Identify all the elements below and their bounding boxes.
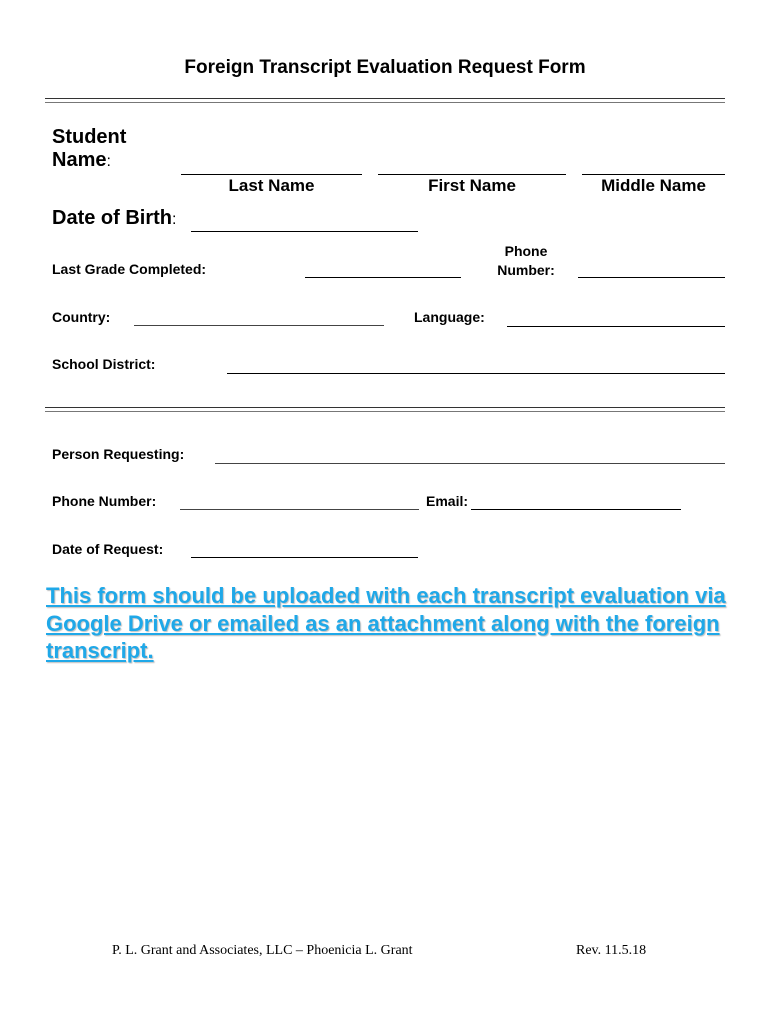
first-name-label: First Name <box>428 176 516 195</box>
requester-phone-field[interactable] <box>180 509 419 510</box>
school-district-label: School District: <box>52 356 156 372</box>
dob-colon: : <box>172 211 177 228</box>
footer-revision: Rev. 11.5.18 <box>576 943 647 958</box>
student-phone-field[interactable] <box>578 277 725 278</box>
last-grade-field[interactable] <box>305 277 461 278</box>
middle-name-label: Middle Name <box>601 176 706 195</box>
last-name-field[interactable] <box>181 174 362 175</box>
email-label: Email: <box>426 493 469 509</box>
form-title: Foreign Transcript Evaluation Request Form <box>184 57 586 78</box>
section-divider <box>45 407 725 412</box>
dob-label-text: Date of Birth <box>52 207 172 229</box>
requester-phone-label: Phone Number: <box>52 493 157 509</box>
person-requesting-label: Person Requesting: <box>52 446 185 462</box>
first-name-field[interactable] <box>378 174 566 175</box>
date-of-request-label: Date of Request: <box>52 541 164 557</box>
language-label: Language: <box>414 309 485 325</box>
title-divider <box>45 98 725 103</box>
school-district-field[interactable] <box>227 373 725 374</box>
date-of-request-field[interactable] <box>191 557 418 558</box>
last-name-label: Last Name <box>228 176 315 195</box>
name-colon: : <box>106 153 111 170</box>
student-label: Student <box>52 126 127 148</box>
middle-name-field[interactable] <box>582 174 725 175</box>
student-name-label <box>52 149 111 172</box>
country-label: Country: <box>52 309 111 325</box>
person-requesting-field[interactable] <box>215 463 725 464</box>
dob-field[interactable] <box>191 231 418 232</box>
upload-notice: This form should be uploaded with each transcript evaluation via Google Drive or emailed as an attachment along with the foreign transcript. <box>46 583 726 663</box>
dob-label <box>52 207 176 230</box>
last-grade-label: Last Grade Completed: <box>52 261 207 277</box>
phone-label-line2: Number: <box>497 262 555 278</box>
phone-label-line1: Phone <box>504 243 548 259</box>
footer-company: P. L. Grant and Associates, LLC – Phoenicia L. Grant <box>112 943 413 958</box>
name-label-text: Name <box>52 149 107 171</box>
email-field[interactable] <box>471 509 681 510</box>
student-phone-label <box>492 242 560 280</box>
language-field[interactable] <box>507 326 725 327</box>
country-field[interactable] <box>134 325 384 326</box>
